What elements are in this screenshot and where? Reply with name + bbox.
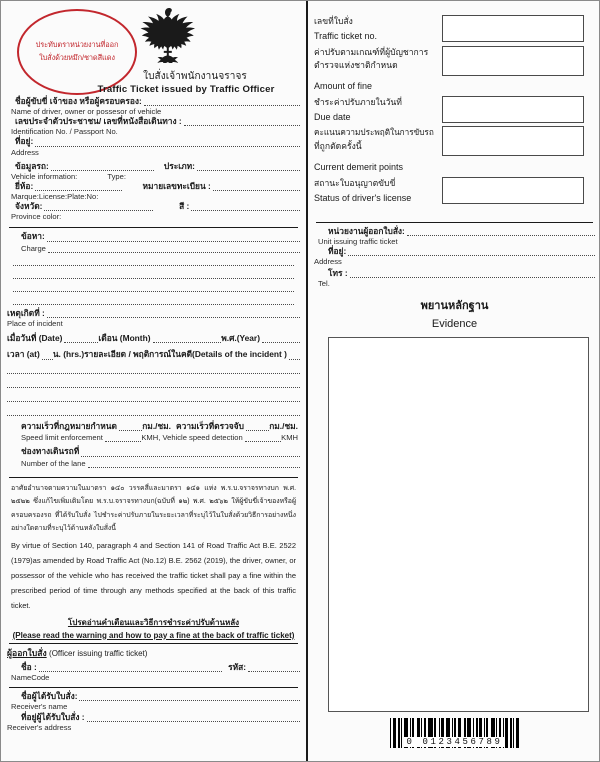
lane-label-th: ช่องทางเดินรถที่ — [21, 446, 80, 457]
address-input[interactable] — [35, 139, 300, 147]
demerit-points-label-en: Current demerit points — [314, 161, 404, 172]
charge-input-5[interactable] — [13, 283, 294, 292]
stamp-line-1: ประทับตราหน่วยงานที่ออก — [35, 40, 119, 50]
receiver-address-input[interactable] — [87, 714, 300, 722]
evidence-box[interactable] — [328, 337, 589, 712]
identification-row — [7, 117, 300, 126]
charge-row — [7, 232, 300, 241]
unit-tel-label-en: Tel. — [318, 279, 330, 289]
marque-label-en: Marque:License:Plate:No: — [11, 192, 99, 202]
speed-detect-input[interactable] — [246, 423, 269, 431]
right-column — [306, 1, 600, 762]
license-status-box[interactable] — [442, 177, 584, 204]
receiver-address-label-th: ที่อยู่ผู้ได้รับใบสั่ง : — [21, 712, 85, 723]
driver-name-row — [7, 97, 300, 106]
ticket-no-labels — [314, 15, 442, 44]
details-input-3[interactable] — [7, 393, 300, 402]
driver-name-label-th: ชื่อผู้ขับขี่ เจ้าของ หรือผู้ครอบครอง: — [15, 96, 142, 106]
left-column — [1, 1, 306, 762]
marque-input[interactable] — [35, 183, 122, 191]
vehicle-info-label-en — [11, 172, 300, 181]
officer-code-input[interactable] — [248, 664, 300, 672]
evidence-heading-en: Evidence — [431, 318, 478, 331]
vehicle-info-row — [7, 162, 300, 171]
unit-address-label-th: ที่อยู่: — [328, 245, 347, 256]
address-label-en: Address — [11, 147, 39, 157]
unit-address-row — [314, 247, 595, 256]
plate-input[interactable] — [213, 183, 300, 191]
due-date-label-th: ชำระค่าปรับภายในวันที่ — [314, 96, 402, 107]
garuda-emblem-icon — [133, 5, 205, 63]
ticket-no-label-en: Traffic ticket no. — [314, 30, 378, 41]
officer-heading-en: (Officer issuing traffic ticket) — [49, 648, 148, 658]
charge-row-en — [7, 245, 300, 253]
due-date-labels — [314, 96, 442, 125]
time-input[interactable] — [42, 352, 53, 360]
speed-unit-label-en: KMH, Vehicle speed detection — [141, 432, 243, 442]
charge-input-1[interactable] — [47, 234, 300, 242]
amount-of-fine-label-en: Amount of fine — [314, 81, 373, 92]
driver-name-label-en: Name of driver, owner or possesor of vehicle — [11, 107, 162, 117]
demerit-points-label-th-2: ที่ถูกตัดครั้งนี้ — [314, 140, 362, 151]
speed-detect-input-en[interactable] — [245, 434, 281, 442]
address-label-th: ที่อยู่: — [15, 136, 34, 147]
marque-row — [7, 182, 300, 191]
unit-address-input[interactable] — [348, 248, 595, 256]
place-label-th: เหตุเกิดที่ : — [7, 307, 45, 318]
legal-text-english: By virtue of Section 140, paragraph 4 and Section 141 of Road Traffic Act B.E. 2522 (1979)as amended by Road Traffic Act (No.12) B.E. 2562 (2019), the driver, owner, or possessor of the vehicle who has received the traffic ticket shall pay a fine within the prescribed period of time through any methods specified at the back of this traffic ticket. — [11, 540, 296, 610]
unit-row — [314, 227, 595, 236]
charge-input-2[interactable] — [48, 245, 300, 253]
amount-of-fine-label-th-1: ค่าปรับตามเกณฑ์ที่ผู้บัญชาการ — [314, 46, 429, 57]
amount-of-fine-labels — [314, 46, 442, 94]
legal-text-thai: อาศัยอำนาจตามความในมาตรา ๑๔๐ วรรคสี่และมาตรา ๑๔๑ แห่ง พ.ร.บ.จราจรทางบก พ.ศ. ๒๕๒๒ ซึ่งแก้ไขเพิ่มเติมโดย พ.ร.บ.จราจรทางบก(ฉบับที่ ๑๒) พ.ศ. ๒๕๖๒ ให้ผู้ขับขี่เจ้าของหรือผู้ครอบครองรถ ที่ได้รับใบสั่ง ไปชำระค่าปรับภายในระยะเวลาที่ระบุไว้ในใบสั่งด้วยวิธีการอย่างหนึ่งอย่างใดตามที่ระบุไว้ด้านหลังใบสั่งนี้ — [11, 484, 296, 533]
officer-heading-th: ผู้ออกใบสั่ง — [7, 647, 47, 658]
license-status-label-th: สถานะใบอนุญาตขับขี่ — [314, 178, 396, 189]
charge-label-en: Charge — [21, 243, 46, 253]
color-label-th: สี : — [179, 201, 190, 212]
warning-text-english: (Please read the warning and how to pay a fine at the back of traffic ticket) — [12, 630, 295, 640]
ticket-no-row — [314, 15, 595, 44]
unit-label-th: หน่วยงานผู้ออกใบสั่ง: — [328, 225, 405, 236]
speed-limit-label-th: ความเร็วที่กฎหมายกำหนด — [21, 420, 117, 431]
divider-legal — [9, 477, 298, 478]
evidence-heading-th: พยานหลักฐาน — [420, 300, 489, 313]
speed-limit-label-en: Speed limit enforcement — [21, 432, 103, 442]
officer-section-heading — [7, 646, 300, 660]
unit-address-label-en: Address — [314, 257, 342, 267]
receiver-name-label-th: ชื่อผู้ได้รับใบสั่ง: — [21, 690, 78, 701]
receiver-name-label-en: Receiver's name — [11, 702, 68, 712]
charge-input-6[interactable] — [13, 296, 294, 305]
details-label-th: น. (hrs.)รายละเอียด / พฤติการณ์ในคดี(Details of the incident ) — [52, 349, 287, 360]
lane-input-en[interactable] — [88, 460, 300, 468]
province-color-label-en: Province color: — [11, 212, 62, 222]
speed-limit-input[interactable] — [119, 423, 142, 431]
demerit-points-label-th-1: คะแนนความประพฤติในการขับรถ — [314, 128, 434, 138]
identification-label-th: เลขประจำตัวประชาชน/ เลขที่หนังสือเดินทาง : — [15, 116, 182, 127]
vehicle-type-input[interactable] — [197, 163, 300, 171]
date-year-input[interactable] — [262, 335, 300, 343]
license-status-row — [314, 177, 595, 206]
charge-input-4[interactable] — [13, 270, 294, 279]
license-status-label-en: Status of driver's license — [314, 193, 412, 204]
receiver-name-row — [7, 692, 300, 701]
demerit-points-labels — [314, 126, 442, 174]
officer-name-label-th: ชื่อ : — [21, 661, 37, 672]
due-date-row — [314, 96, 595, 125]
unit-tel-input[interactable] — [350, 270, 595, 278]
vehicle-type-label-th: ประเภท: — [163, 160, 195, 171]
speed-detect-label-th: ความเร็วที่ตรวจจับ — [176, 420, 244, 431]
place-row — [7, 309, 300, 318]
details-input-4[interactable] — [7, 407, 300, 416]
lane-label-en: Number of the lane — [21, 458, 86, 468]
officer-code-label-th: รหัส: — [228, 661, 246, 672]
ticket-no-label-th: เลขที่ใบสั่ง — [314, 16, 353, 26]
due-date-label-en: Due date — [314, 111, 351, 122]
receiver-address-row — [7, 713, 300, 722]
barcode-area — [314, 718, 595, 747]
time-label-th: เวลา (at) — [7, 349, 40, 360]
vehicle-type-text-en: Type: — [107, 171, 126, 181]
date-day-input[interactable] — [64, 335, 98, 343]
unit-input[interactable] — [407, 228, 595, 236]
due-date-box[interactable] — [442, 96, 584, 123]
charge-label-th: ข้อหา: — [21, 231, 45, 242]
lane-row-en — [7, 460, 300, 468]
amount-of-fine-box[interactable] — [442, 46, 584, 76]
demerit-points-row — [314, 126, 595, 174]
officer-name-row — [7, 663, 300, 672]
receiver-name-input[interactable] — [79, 693, 300, 701]
vehicle-info-label-th: ข้อมูลรถ: — [15, 160, 49, 171]
warning-text-thai: โปรดอ่านคำเตือนและวิธีการชำระค่าปรับด้านหลัง — [67, 617, 240, 627]
date-label-th: เมื่อวันที่ (Date) — [7, 333, 63, 344]
speed-limit-row — [7, 422, 300, 431]
unit-tel-label-th: โทร : — [328, 268, 348, 279]
month-label-th: เดือน (Month) — [98, 333, 151, 344]
speed-limit-input-en[interactable] — [105, 434, 141, 442]
date-row — [7, 334, 300, 343]
details-input-2[interactable] — [7, 379, 300, 388]
color-input[interactable] — [191, 203, 300, 211]
time-row — [7, 350, 300, 359]
document-header — [7, 1, 300, 97]
divider-unit — [316, 222, 593, 223]
place-input[interactable] — [47, 310, 300, 318]
vehicle-info-text-en: Vehicle information: — [11, 171, 78, 181]
divider-officer — [9, 643, 298, 644]
identification-label-en: Identification No. / Passport No. — [11, 127, 118, 137]
place-label-en: Place of incident — [7, 319, 63, 329]
date-month-input[interactable] — [153, 335, 222, 343]
province-color-row — [7, 202, 300, 211]
marque-label-th: ยี่ห้อ: — [15, 180, 34, 191]
speed-limit-row-en — [7, 434, 300, 442]
page-title-english: Traffic Ticket issued by Traffic Officer — [97, 84, 275, 95]
plate-label-th: หมายเลขทะเบียน : — [142, 180, 211, 191]
vehicle-info-input[interactable] — [51, 163, 154, 171]
page-title-thai: ใบสั่งเจ้าพนักงานจราจร — [143, 71, 247, 82]
unit-label-en: Unit issuing traffic ticket — [318, 236, 398, 246]
divider-receiver — [9, 687, 298, 688]
year-label-th: พ.ศ.(Year) — [221, 333, 260, 344]
province-input[interactable] — [44, 203, 153, 211]
lane-input[interactable] — [81, 449, 300, 457]
license-status-labels — [314, 177, 442, 206]
details-input-1[interactable] — [7, 365, 300, 374]
receiver-address-label-en: Receiver's address — [7, 723, 72, 733]
details-input-0[interactable] — [289, 352, 300, 360]
stamp-line-2: ใบสั่งด้วยหมึก/ชาดสีแดง — [39, 53, 115, 62]
divider-charge — [9, 227, 298, 228]
ticket-no-box[interactable] — [442, 15, 584, 42]
province-label-th: จังหวัด: — [15, 201, 43, 212]
demerit-points-box[interactable] — [442, 126, 584, 156]
speed-unit-label-th-1: กม./ชม. — [142, 420, 172, 431]
amount-of-fine-label-th-2: ตำรวจแห่งชาติกำหนด — [314, 60, 398, 71]
officer-name-input[interactable] — [39, 664, 222, 672]
identification-input[interactable] — [184, 118, 300, 126]
amount-of-fine-row — [314, 46, 595, 94]
officer-namecode-label-en: NameCode — [11, 672, 50, 682]
charge-input-3[interactable] — [13, 257, 294, 266]
unit-tel-row — [314, 269, 595, 278]
address-row — [7, 137, 300, 146]
speed-unit-label-th-2: กม./ชม. — [269, 420, 298, 431]
lane-row — [7, 447, 300, 456]
barcode-digits: 0 0123456789 — [406, 737, 503, 748]
speed-unit-label-en-2: KMH — [281, 432, 299, 442]
driver-name-input[interactable] — [144, 98, 300, 106]
